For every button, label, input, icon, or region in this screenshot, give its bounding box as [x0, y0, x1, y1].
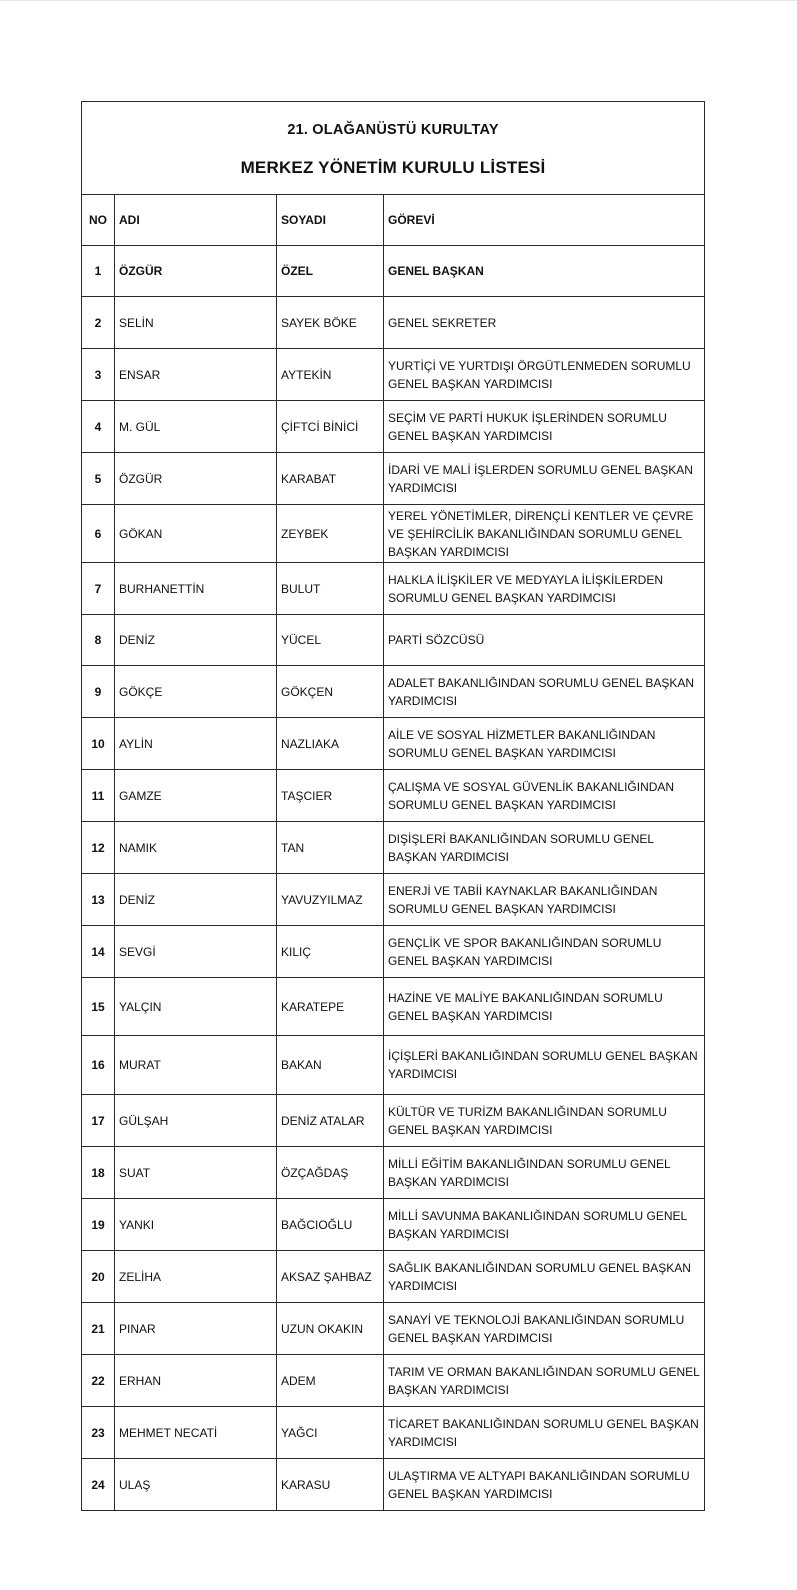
- cell-surname: ZEYBEK: [277, 505, 384, 563]
- table-row: [82, 770, 705, 822]
- table-row: [82, 1407, 705, 1459]
- table-row: [82, 505, 705, 563]
- cell-surname: ÖZEL: [277, 246, 384, 297]
- cell-no: 4: [82, 401, 115, 453]
- cell-surname: TAŞCIER: [277, 770, 384, 822]
- cell-name: ÖZGÜR: [115, 453, 277, 505]
- cell-no: 13: [82, 874, 115, 926]
- cell-role: SAĞLIK BAKANLIĞINDAN SORUMLU GENEL BAŞKAN YARDIMCISI: [384, 1251, 705, 1303]
- cell-no: 10: [82, 718, 115, 770]
- cell-surname: AYTEKİN: [277, 349, 384, 401]
- cell-name: SEVGİ: [115, 926, 277, 978]
- cell-name: DENİZ: [115, 874, 277, 926]
- cell-surname: TAN: [277, 822, 384, 874]
- cell-role: İÇİŞLERİ BAKANLIĞINDAN SORUMLU GENEL BAŞKAN YARDIMCISI: [384, 1036, 705, 1095]
- cell-name: ENSAR: [115, 349, 277, 401]
- cell-no: 7: [82, 563, 115, 615]
- table-row: [82, 874, 705, 926]
- cell-surname: YAĞCI: [277, 1407, 384, 1459]
- table-row: [82, 978, 705, 1036]
- cell-role: ENERJİ VE TABİİ KAYNAKLAR BAKANLIĞINDAN SORUMLU GENEL BAŞKAN YARDIMCISI: [384, 874, 705, 926]
- cell-name: YALÇIN: [115, 978, 277, 1036]
- cell-role: DIŞİŞLERİ BAKANLIĞINDAN SORUMLU GENEL BAŞKAN YARDIMCISI: [384, 822, 705, 874]
- cell-surname: UZUN OKAKIN: [277, 1303, 384, 1355]
- cell-name: MURAT: [115, 1036, 277, 1095]
- table-row: [82, 1355, 705, 1407]
- table-row: [82, 453, 705, 505]
- cell-surname: YÜCEL: [277, 615, 384, 666]
- cell-surname: ADEM: [277, 1355, 384, 1407]
- cell-surname: AKSAZ ŞAHBAZ: [277, 1251, 384, 1303]
- cell-no: 8: [82, 615, 115, 666]
- header-surname: SOYADI: [277, 195, 384, 246]
- table-row: [82, 822, 705, 874]
- table-row: [82, 401, 705, 453]
- cell-role: YURTİÇİ VE YURTDIŞI ÖRGÜTLENMEDEN SORUMLU GENEL BAŞKAN YARDIMCISI: [384, 349, 705, 401]
- cell-no: 1: [82, 246, 115, 297]
- cell-surname: ÇİFTCİ BİNİCİ: [277, 401, 384, 453]
- cell-surname: KILIÇ: [277, 926, 384, 978]
- cell-role: MİLLİ SAVUNMA BAKANLIĞINDAN SORUMLU GENEL BAŞKAN YARDIMCISI: [384, 1199, 705, 1251]
- table-row: [82, 1459, 705, 1511]
- cell-no: 20: [82, 1251, 115, 1303]
- cell-no: 9: [82, 666, 115, 718]
- cell-name: SUAT: [115, 1147, 277, 1199]
- table-row: [82, 1095, 705, 1147]
- table-row: [82, 1303, 705, 1355]
- cell-role: İDARİ VE MALİ İŞLERDEN SORUMLU GENEL BAŞKAN YARDIMCISI: [384, 453, 705, 505]
- cell-name: GÜLŞAH: [115, 1095, 277, 1147]
- page-top-edge: [0, 0, 797, 1]
- cell-no: 15: [82, 978, 115, 1036]
- cell-no: 11: [82, 770, 115, 822]
- cell-name: BURHANETTİN: [115, 563, 277, 615]
- cell-name: YANKI: [115, 1199, 277, 1251]
- cell-no: 6: [82, 505, 115, 563]
- cell-name: NAMIK: [115, 822, 277, 874]
- table-row: [82, 666, 705, 718]
- cell-role: TARIM VE ORMAN BAKANLIĞINDAN SORUMLU GENEL BAŞKAN YARDIMCISI: [384, 1355, 705, 1407]
- table-row: [82, 1199, 705, 1251]
- cell-surname: NAZLIAKA: [277, 718, 384, 770]
- cell-name: ÖZGÜR: [115, 246, 277, 297]
- cell-role: YEREL YÖNETİMLER, DİRENÇLİ KENTLER VE ÇEVRE VE ŞEHİRCİLİK BAKANLIĞINDAN SORUMLU GENEL BAŞKAN YARDIMCISI: [384, 505, 705, 563]
- cell-name: AYLİN: [115, 718, 277, 770]
- cell-no: 2: [82, 297, 115, 349]
- table-row: [82, 1251, 705, 1303]
- cell-role: SEÇİM VE PARTİ HUKUK İŞLERİNDEN SORUMLU GENEL BAŞKAN YARDIMCISI: [384, 401, 705, 453]
- cell-no: 16: [82, 1036, 115, 1095]
- cell-name: DENİZ: [115, 615, 277, 666]
- cell-surname: BULUT: [277, 563, 384, 615]
- cell-role: MİLLİ EĞİTİM BAKANLIĞINDAN SORUMLU GENEL BAŞKAN YARDIMCISI: [384, 1147, 705, 1199]
- cell-no: 19: [82, 1199, 115, 1251]
- cell-name: ERHAN: [115, 1355, 277, 1407]
- cell-name: ULAŞ: [115, 1459, 277, 1511]
- cell-surname: ÖZÇAĞDAŞ: [277, 1147, 384, 1199]
- executive-board-table: [81, 101, 705, 1511]
- header-name: ADI: [115, 195, 277, 246]
- cell-role: HAZİNE VE MALİYE BAKANLIĞINDAN SORUMLU GENEL BAŞKAN YARDIMCISI: [384, 978, 705, 1036]
- cell-name: PINAR: [115, 1303, 277, 1355]
- cell-surname: DENİZ ATALAR: [277, 1095, 384, 1147]
- cell-role: HALKLA İLİŞKİLER VE MEDYAYLA İLİŞKİLERDEN SORUMLU GENEL BAŞKAN YARDIMCISI: [384, 563, 705, 615]
- cell-role: ULAŞTIRMA VE ALTYAPI BAKANLIĞINDAN SORUMLU GENEL BAŞKAN YARDIMCISI: [384, 1459, 705, 1511]
- cell-surname: GÖKÇEN: [277, 666, 384, 718]
- cell-surname: KARASU: [277, 1459, 384, 1511]
- cell-role: ADALET BAKANLIĞINDAN SORUMLU GENEL BAŞKAN YARDIMCISI: [384, 666, 705, 718]
- table-row: [82, 246, 705, 297]
- document-title: 21. OLAĞANÜSTÜ KURULTAY: [287, 122, 499, 138]
- cell-surname: BAKAN: [277, 1036, 384, 1095]
- table-row: [82, 1147, 705, 1199]
- cell-no: 18: [82, 1147, 115, 1199]
- cell-no: 22: [82, 1355, 115, 1407]
- cell-no: 24: [82, 1459, 115, 1511]
- cell-name: SELİN: [115, 297, 277, 349]
- title-cell: [82, 102, 705, 195]
- cell-role: TİCARET BAKANLIĞINDAN SORUMLU GENEL BAŞKAN YARDIMCISI: [384, 1407, 705, 1459]
- table-row: [82, 349, 705, 401]
- header-no: NO: [82, 195, 115, 246]
- header-role: GÖREVİ: [384, 195, 705, 246]
- cell-surname: KARABAT: [277, 453, 384, 505]
- cell-role: ÇALIŞMA VE SOSYAL GÜVENLİK BAKANLIĞINDAN SORUMLU GENEL BAŞKAN YARDIMCISI: [384, 770, 705, 822]
- table-row: [82, 563, 705, 615]
- cell-surname: SAYEK BÖKE: [277, 297, 384, 349]
- table-row: [82, 718, 705, 770]
- cell-role: SANAYİ VE TEKNOLOJİ BAKANLIĞINDAN SORUMLU GENEL BAŞKAN YARDIMCISI: [384, 1303, 705, 1355]
- cell-no: 23: [82, 1407, 115, 1459]
- cell-no: 21: [82, 1303, 115, 1355]
- table-row: [82, 297, 705, 349]
- document-subtitle: MERKEZ YÖNETİM KURULU LİSTESİ: [240, 158, 546, 177]
- cell-role: AİLE VE SOSYAL HİZMETLER BAKANLIĞINDAN SORUMLU GENEL BAŞKAN YARDIMCISI: [384, 718, 705, 770]
- cell-name: MEHMET NECATİ: [115, 1407, 277, 1459]
- cell-no: 17: [82, 1095, 115, 1147]
- table-row: [82, 926, 705, 978]
- cell-surname: BAĞCIOĞLU: [277, 1199, 384, 1251]
- cell-name: ZELİHA: [115, 1251, 277, 1303]
- table-row: [82, 1036, 705, 1095]
- cell-role: GENEL SEKRETER: [384, 297, 705, 349]
- title-row: [82, 102, 705, 195]
- cell-no: 14: [82, 926, 115, 978]
- cell-role: PARTİ SÖZCÜSÜ: [384, 615, 705, 666]
- cell-role: GENÇLİK VE SPOR BAKANLIĞINDAN SORUMLU GENEL BAŞKAN YARDIMCISI: [384, 926, 705, 978]
- cell-no: 5: [82, 453, 115, 505]
- cell-role: GENEL BAŞKAN: [384, 246, 705, 297]
- header-row: [82, 195, 705, 246]
- cell-surname: YAVUZYILMAZ: [277, 874, 384, 926]
- cell-surname: KARATEPE: [277, 978, 384, 1036]
- cell-name: GAMZE: [115, 770, 277, 822]
- cell-role: KÜLTÜR VE TURİZM BAKANLIĞINDAN SORUMLU GENEL BAŞKAN YARDIMCISI: [384, 1095, 705, 1147]
- cell-no: 3: [82, 349, 115, 401]
- cell-name: M. GÜL: [115, 401, 277, 453]
- cell-name: GÖKÇE: [115, 666, 277, 718]
- table-row: [82, 615, 705, 666]
- cell-no: 12: [82, 822, 115, 874]
- cell-name: GÖKAN: [115, 505, 277, 563]
